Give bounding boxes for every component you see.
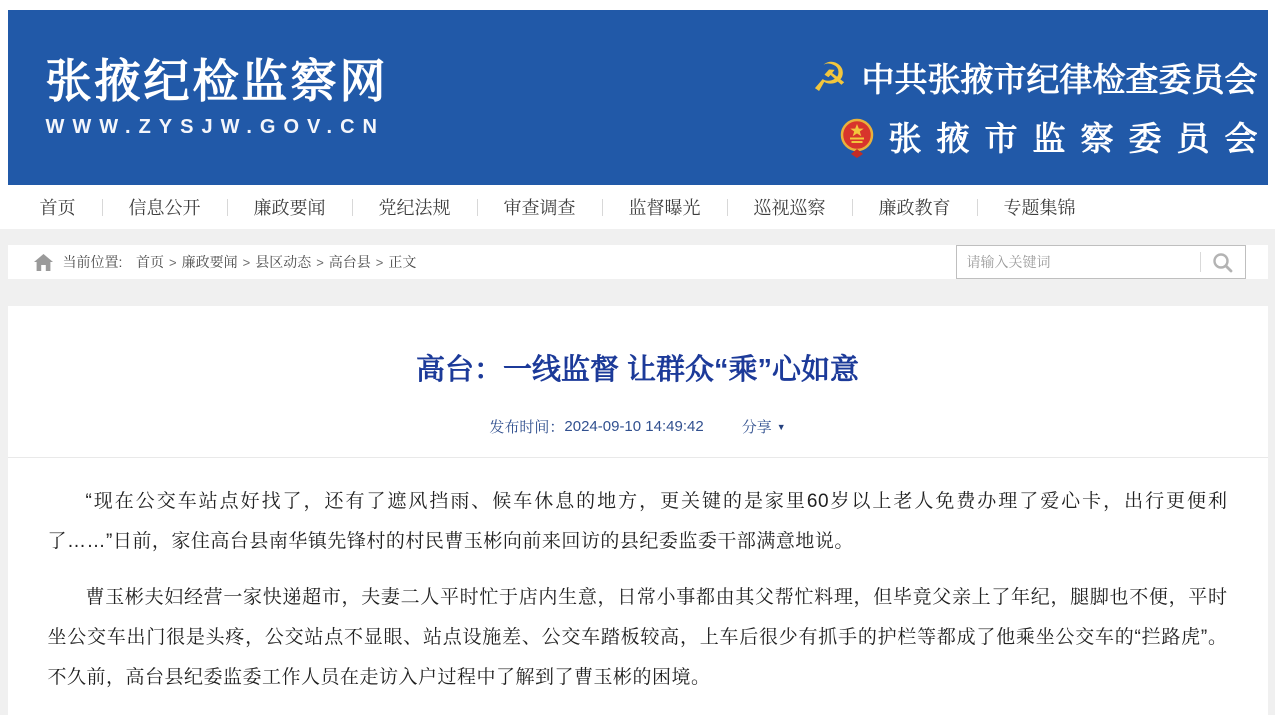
- breadcrumb-label: 当前位置:: [62, 254, 123, 271]
- nav-item-home[interactable]: 首页: [39, 198, 76, 219]
- breadcrumb-separator: >: [316, 254, 324, 270]
- nav-item-review-investigation[interactable]: 审查调查: [503, 198, 576, 219]
- search-button[interactable]: [1201, 246, 1245, 278]
- nav-item-integrity-education[interactable]: 廉政教育: [878, 198, 951, 219]
- article-title: 高台：一线监督 让群众“乘”心如意: [415, 354, 860, 387]
- org-line1-text: 中共张掖市纪律检查委员会: [861, 61, 1258, 98]
- breadcrumb-bar: [8, 245, 1268, 279]
- share-label: 分享: [741, 419, 772, 437]
- breadcrumb-item-county-dynamics[interactable]: 县区动态: [255, 254, 312, 271]
- page-background: [0, 229, 1275, 715]
- article-paragraph: 曹玉彬夫妇经营一家快递超市，夫妻二人平时忙于店内生意，日常小事都由其父帮忙料理，但毕竟父亲上了年纪，腿脚也不便，平时坐公交车出门很是头疼，公交站点不显眼、站点设施差、公交车踏板较高，上车后很少有抓手的护栏等都成了他乘坐公交车的“拦路虎”。不久前，高台县纪委监委工作人员在走访入户过程中了解到了曹玉彬的困境。: [47, 587, 1228, 689]
- org-line-1: [808, 54, 1258, 101]
- search-icon: [1212, 252, 1233, 273]
- breadcrumb-item-article[interactable]: 正文: [388, 254, 417, 271]
- article-header: [8, 306, 1268, 458]
- publish-time-value: 2024-09-10 14:49:42: [564, 418, 704, 436]
- national-emblem-icon: [835, 115, 879, 159]
- breadcrumb-separator: >: [375, 254, 384, 270]
- nav-item-party-rules[interactable]: 党纪法规: [378, 198, 451, 219]
- main-nav: [0, 185, 1275, 229]
- breadcrumb-item-home[interactable]: 首页: [136, 254, 165, 271]
- breadcrumb-separator: >: [169, 254, 177, 270]
- search-box: [956, 245, 1246, 279]
- breadcrumb-item-integrity-news[interactable]: 廉政要闻: [181, 254, 238, 271]
- breadcrumb-item-gaotai-county[interactable]: 高台县: [328, 254, 371, 271]
- article-container: [8, 306, 1268, 715]
- chevron-down-icon: ▼: [776, 421, 786, 432]
- site-url: WWW.ZYSJW.GOV.CN: [45, 116, 385, 138]
- site-name[interactable]: 张掖纪检监察网: [45, 55, 389, 107]
- breadcrumb-separator: >: [242, 254, 251, 270]
- publish-time-label: 发布时间：: [489, 419, 565, 437]
- nav-item-info-disclosure[interactable]: 信息公开: [128, 198, 201, 219]
- party-emblem-icon: ☭: [811, 55, 848, 100]
- home-icon: [34, 254, 53, 271]
- article-body: [8, 458, 1268, 715]
- article-meta: [68, 416, 1208, 437]
- org-titles: [808, 52, 1273, 185]
- nav-item-special-topics[interactable]: 专题集锦: [1003, 198, 1076, 219]
- org-line-2: [808, 113, 1273, 160]
- org-line2-text: 张掖市监察委员会: [888, 120, 1273, 157]
- share-dropdown[interactable]: [742, 416, 786, 437]
- nav-item-supervision-exposure[interactable]: 监督曝光: [628, 198, 701, 219]
- nav-item-integrity-news[interactable]: 廉政要闻: [253, 198, 326, 219]
- nav-item-inspection-tours[interactable]: 巡视巡察: [753, 198, 826, 219]
- site-logo[interactable]: [46, 52, 389, 185]
- article-paragraph: “现在公交车站点好找了，还有了遮风挡雨、候车休息的地方，更关键的是家里60岁以上老人免费办理了爱心卡，出行更便利了……”日前，家住高台县南华镇先锋村的村民曹玉彬向前来回访的县纪委监委干部满意地说。: [47, 491, 1228, 553]
- search-input[interactable]: [957, 246, 1200, 278]
- masthead: [8, 10, 1273, 185]
